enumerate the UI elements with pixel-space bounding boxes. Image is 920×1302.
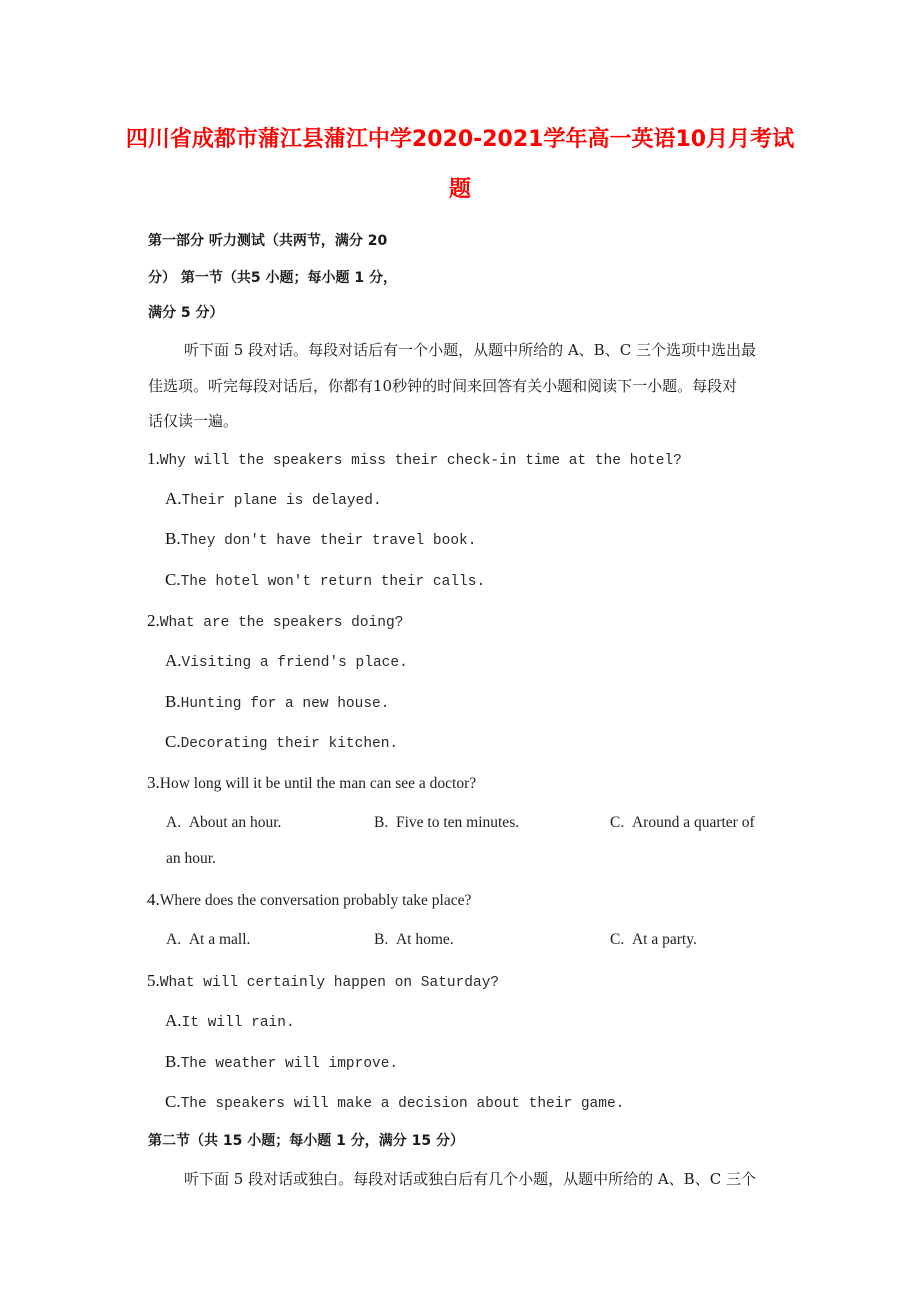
question-4 — [147, 890, 471, 911]
option-letter: A. — [165, 489, 182, 508]
option-text: Decorating their kitchen. — [180, 736, 399, 752]
question-1-option-b — [165, 529, 476, 551]
section2-instructions-line-1: 听下面 5 段对话或独白。每段对话或独白后有几个小题，从题中所给的 A、B、C 三个 — [184, 1170, 756, 1188]
document-title-line-2: 题 — [448, 177, 471, 202]
part1-instructions-line-3: 话仅读一遍。 — [148, 412, 239, 430]
question-5-option-c — [165, 1092, 624, 1114]
question-4-option-a — [166, 931, 250, 949]
option-text: They don't have their travel book. — [180, 533, 477, 549]
question-3-option-b — [374, 814, 519, 832]
part1-instructions-line-1: 听下面 5 段对话。每段对话后有一个小题，从题中所给的 A、B、C 三个选项中选出最 — [184, 341, 756, 359]
question-1 — [147, 449, 682, 471]
question-number: 5. — [147, 971, 160, 990]
option-text: Visiting a friend's place. — [181, 655, 408, 671]
question-5-option-b — [165, 1052, 398, 1074]
option-letter: B. — [165, 692, 181, 711]
option-text: Five to ten minutes. — [395, 814, 520, 831]
option-letter: C. — [165, 732, 181, 751]
option-text: The hotel won't return their calls. — [180, 574, 486, 590]
part1-instructions-line-2: 佳选项。听完每段对话后，你都有10秒钟的时间来回答有关小题和阅读下一小题。每段对 — [148, 377, 738, 395]
question-3-option-c — [610, 814, 755, 832]
option-text: Their plane is delayed. — [181, 493, 382, 509]
question-4-option-b — [374, 931, 454, 949]
question-number: 2. — [147, 611, 160, 630]
question-4-option-c — [610, 931, 697, 949]
option-text: At home. — [395, 931, 454, 948]
question-text: Where does the conversation probably take place? — [159, 892, 472, 909]
question-2-option-b — [165, 692, 389, 714]
option-letter: A. — [165, 651, 182, 670]
question-5 — [147, 971, 499, 993]
option-text: Around a quarter of — [631, 814, 755, 831]
question-number: 1. — [147, 449, 160, 468]
option-letter: C. — [610, 931, 625, 948]
question-2-option-a — [165, 651, 408, 673]
question-1-option-a — [165, 489, 382, 511]
question-number: 4. — [147, 890, 160, 909]
option-text: The weather will improve. — [180, 1056, 399, 1072]
option-text: Hunting for a new house. — [180, 696, 390, 712]
option-letter: C. — [165, 570, 181, 589]
option-text: At a party. — [631, 931, 697, 948]
section2-heading: 第二节（共 15 小题；每小题 1 分，满分 15 分） — [148, 1133, 464, 1149]
question-text: Why will the speakers miss their check-in time at the hotel? — [159, 453, 682, 469]
option-letter: A. — [165, 1011, 182, 1030]
question-number: 3. — [147, 773, 160, 792]
option-letter: A. — [166, 814, 182, 831]
question-5-option-a — [165, 1011, 295, 1033]
option-text: At a mall. — [188, 931, 251, 948]
question-3-option-a — [166, 814, 281, 832]
option-letter: B. — [374, 814, 389, 831]
part1-heading-line-3: 满分 5 分） — [148, 305, 224, 321]
option-letter: B. — [165, 1052, 181, 1071]
option-letter: B. — [374, 931, 389, 948]
option-letter: C. — [610, 814, 625, 831]
option-text: About an hour. — [188, 814, 282, 831]
option-letter: A. — [166, 931, 182, 948]
option-letter: B. — [165, 529, 181, 548]
question-1-option-c — [165, 570, 485, 592]
part1-heading-line-1: 第一部分 听力测试（共两节，满分 20 — [148, 233, 388, 249]
question-2-option-c — [165, 732, 398, 754]
question-3 — [147, 773, 476, 794]
part1-heading-line-2: 分） 第一节（共5 小题；每小题 1 分， — [148, 270, 397, 286]
question-text: What are the speakers doing? — [159, 615, 404, 631]
question-3-option-c-wrap: an hour. — [166, 850, 216, 867]
question-2 — [147, 611, 403, 633]
document-title-line-1: 四川省成都市蒲江县蒲江中学2020-2021学年高一英语10月月考试 — [125, 127, 795, 152]
question-text: How long will it be until the man can see a doctor? — [159, 775, 477, 792]
question-text: What will certainly happen on Saturday? — [159, 975, 500, 991]
option-text: The speakers will make a decision about their game. — [180, 1096, 625, 1112]
option-text: It will rain. — [181, 1015, 295, 1031]
option-letter: C. — [165, 1092, 181, 1111]
